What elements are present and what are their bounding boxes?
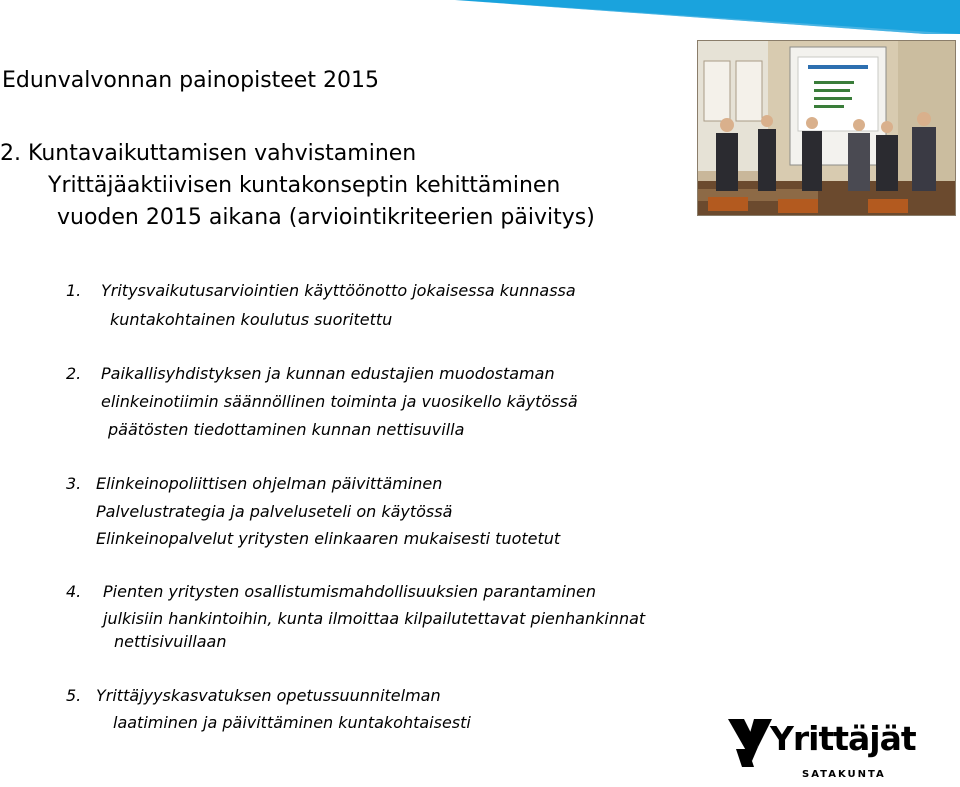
- list-item-line: nettisivuillaan: [114, 632, 227, 651]
- list-item-line: Elinkeinopoliittisen ohjelman päivittäminen: [96, 474, 443, 493]
- list-item-line: Yrittäjyyskasvatuksen opetussuunnitelman: [96, 686, 441, 705]
- meeting-photo: [697, 40, 956, 216]
- list-item-number: 5.: [66, 686, 82, 705]
- yrittajat-logo: [728, 713, 928, 785]
- logo-emblem-icon: [728, 719, 772, 767]
- section-heading: [0, 138, 595, 234]
- meeting-photo-illustration: [698, 41, 956, 216]
- section-heading-line: Yrittäjäaktiivisen kuntakonseptin kehittäminen: [48, 173, 561, 198]
- list-item-line: julkisiin hankintoihin, kunta ilmoittaa kilpailutettavat pienhankinnat: [103, 609, 646, 628]
- list-item-line: kuntakohtainen koulutus suoritettu: [110, 310, 393, 329]
- section-heading-line: 2. Kuntavaikuttamisen vahvistaminen: [0, 141, 417, 166]
- logo-region: SATAKUNTA: [802, 769, 886, 780]
- list-item-number: 4.: [66, 582, 82, 601]
- logo-wordmark: Yrittäjät: [770, 719, 916, 758]
- list-item-line: Paikallisyhdistyksen ja kunnan edustajien muodostaman: [101, 364, 555, 383]
- list-item-line: päätösten tiedottaminen kunnan nettisuvilla: [108, 420, 465, 439]
- list-item-line: Yritysvaikutusarviointien käyttöönotto jokaisessa kunnassa: [101, 281, 576, 300]
- list-item-line: elinkeinotiimin säännöllinen toiminta ja vuosikello käytössä: [101, 392, 578, 411]
- list-item-line: Palvelustrategia ja palveluseteli on käytössä: [96, 502, 453, 521]
- list-item-number: 3.: [66, 474, 82, 493]
- list-item-line: Pienten yritysten osallistumismahdollisuuksien parantaminen: [103, 582, 596, 601]
- header-accent-bar: [455, 0, 960, 34]
- list-item-number: 1.: [66, 281, 82, 300]
- list-item-number: 2.: [66, 364, 82, 383]
- list-item-line: Elinkeinopalvelut yritysten elinkaaren mukaisesti tuotetut: [96, 529, 561, 548]
- slide-title: Edunvalvonnan painopisteet 2015: [2, 68, 379, 93]
- section-heading-line: vuoden 2015 aikana (arviointikriteerien päivitys): [57, 205, 595, 230]
- list-item-line: laatiminen ja päivittäminen kuntakohtaisesti: [113, 713, 471, 732]
